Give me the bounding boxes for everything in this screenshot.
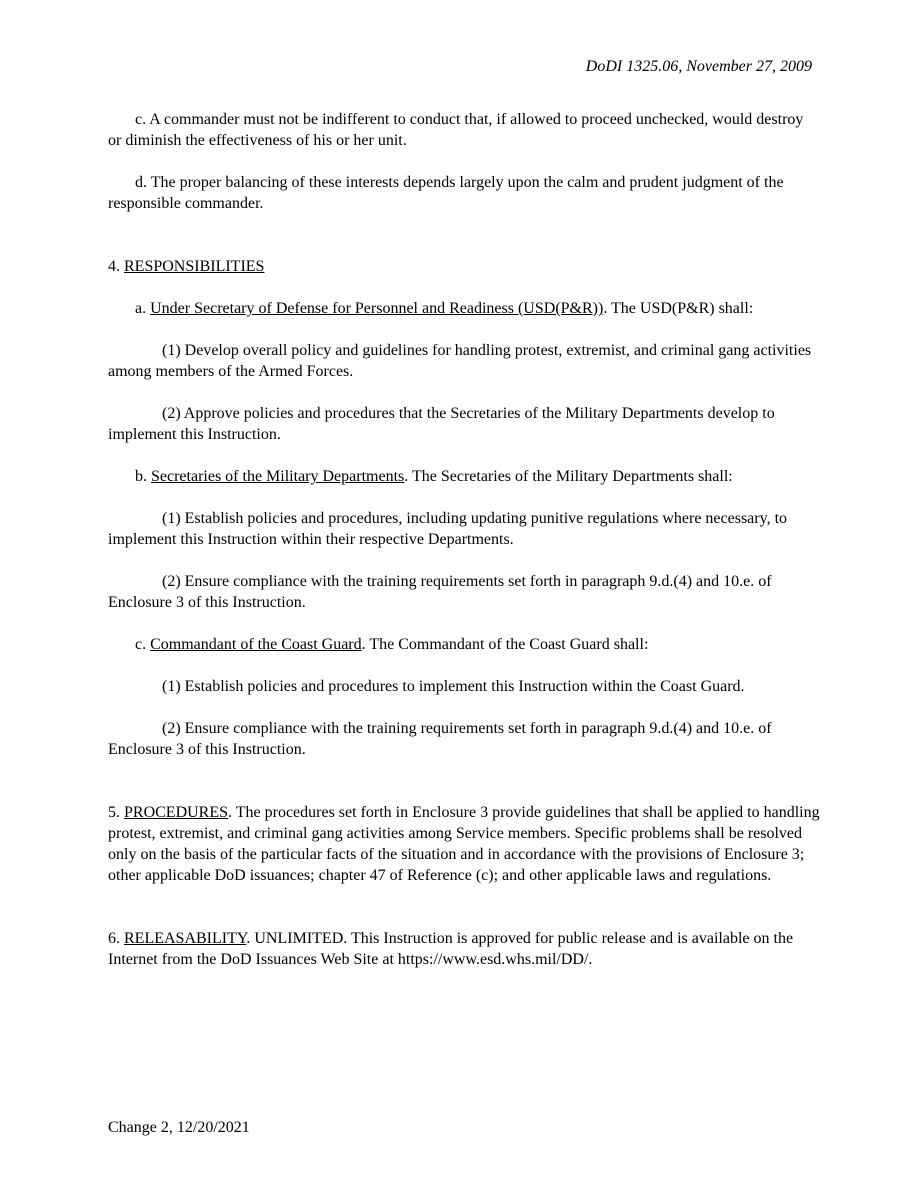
document-header: DoDI 1325.06, November 27, 2009 xyxy=(585,58,812,75)
paragraph-4b-title: Secretaries of the Military Departments xyxy=(151,468,405,485)
paragraph-4a-text: . The USD(P&R) shall: xyxy=(603,300,754,317)
paragraph-4c-title: Commandant of the Coast Guard xyxy=(150,636,362,653)
section-5-number: 5. xyxy=(108,804,124,821)
section-5-text: . The procedures set forth in Enclosure 3 provide guidelines that shall be applied to handling protest, extremist, and criminal gang activities among Service members. Specific problems shall be resolved only on the basis of the particular facts of the situation and in accordance with the provisions of Enclosure 3; other applicable DoD issuances; chapter 47 of Reference (c); and other applicable laws and regulations. xyxy=(108,804,820,884)
paragraph-4c-label: c. xyxy=(135,636,151,653)
section-4-title: RESPONSIBILITIES xyxy=(124,258,265,275)
section-6-number: 6. xyxy=(108,930,124,947)
section-5-title: PROCEDURES xyxy=(124,804,229,821)
document-footer: Change 2, 12/20/2021 xyxy=(108,1119,250,1136)
section-4-heading xyxy=(108,256,820,277)
paragraph-4a2: (2) Approve policies and procedures that the Secretaries of the Military Departments develop to implement this Instruction. xyxy=(108,405,775,443)
section-6-text: . UNLIMITED. This Instruction is approved for public release and is available on the Internet from the DoD Issuances Web Site at https://www.esd.whs.mil/DD/. xyxy=(108,930,794,968)
section-5 xyxy=(108,802,820,886)
paragraph-4b2: (2) Ensure compliance with the training requirements set forth in paragraph 9.d.(4) and 10.e. of Enclosure 3 of this Instruction. xyxy=(108,573,772,611)
section-6-title: RELEASABILITY xyxy=(124,930,247,947)
paragraph-4b1: (1) Establish policies and procedures, including updating punitive regulations where necessary, to implement this Instruction within their respective Departments. xyxy=(108,510,788,548)
paragraph-4a xyxy=(108,298,820,319)
paragraph-4a-title: Under Secretary of Defense for Personnel and Readiness (USD(P&R)) xyxy=(150,300,604,317)
paragraph-3d: d. The proper balancing of these interests depends largely upon the calm and prudent judgment of the responsible commander. xyxy=(108,174,784,212)
paragraph-3c: c. A commander must not be indifferent to conduct that, if allowed to proceed unchecked, would destroy or diminish the effectiveness of his or her unit. xyxy=(108,111,804,149)
section-6 xyxy=(108,928,820,970)
section-4-number: 4. xyxy=(108,258,124,275)
paragraph-4b-label: b. xyxy=(135,468,151,485)
document-body xyxy=(108,109,820,970)
paragraph-4c2: (2) Ensure compliance with the training requirements set forth in paragraph 9.d.(4) and 10.e. of Enclosure 3 of this Instruction. xyxy=(108,720,772,758)
paragraph-4a1: (1) Develop overall policy and guidelines for handling protest, extremist, and criminal gang activities among members of the Armed Forces. xyxy=(108,342,812,380)
paragraph-4c-text: . The Commandant of the Coast Guard shall: xyxy=(361,636,649,653)
paragraph-4c xyxy=(108,634,820,655)
paragraph-4a-label: a. xyxy=(135,300,151,317)
paragraph-4c1: (1) Establish policies and procedures to implement this Instruction within the Coast Guard. xyxy=(162,678,745,695)
paragraph-4b xyxy=(108,466,820,487)
paragraph-4b-text: . The Secretaries of the Military Departments shall: xyxy=(404,468,733,485)
